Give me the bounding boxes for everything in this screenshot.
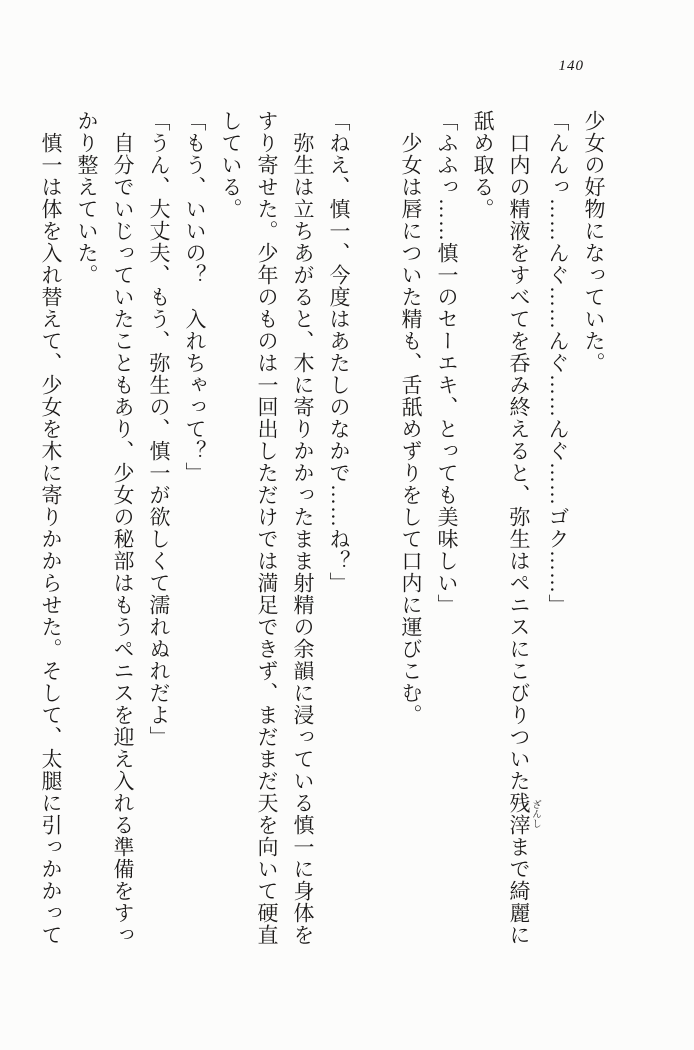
text-line: 自分でいじっていたこともあり、少女の秘部はもうペニスを迎え入れる準備をすっ [111,132,135,946]
text-line-dialogue: 「ふふっ……慎一のセーエキ、とっても美味しい」 [435,110,459,616]
text-line: 弥生は立ちあがると、木に寄りかかったまま射精の余韻に浸っている慎一に身体を [291,132,315,946]
text-line: 慎一は体を入れ替えて、少女を木に寄りかからせた。そして、太腿に引っかかって [39,132,63,946]
text-line-dialogue: 「もう、いいの？ 入れちゃって？」 [183,110,207,484]
text-line-dialogue: 「ねえ、慎一、今度はあたしのなかで……ね？」 [327,110,351,594]
text-line: 少女の好物になっていた。 [582,110,606,374]
page-number: 140 [558,58,584,74]
text-line: 少女は唇についた精も、舌舐めずりをして口内に運びこむ。 [399,132,423,726]
text-line: 舐め取る。 [471,110,495,220]
text-line: している。 [219,110,243,220]
text-line [501,110,540,952]
ruby-furigana: ざんし [530,792,540,836]
text-line-dialogue: 「んんっ……んぐ……んぐ……んぐ……ゴク……」 [546,110,570,616]
ruby-annotation [507,792,540,836]
line-segment: 口内の精液をすべてを呑み終えると、弥生はペニスにこびりついた [507,132,531,792]
text-line-dialogue: 「うん、大丈夫、もう、弥生の、慎一が欲しくて濡れぬれだよ」 [147,110,171,748]
text-line: すり寄せた。少年のものは一回出しただけでは満足できず、まだまだ天を向いて硬直 [255,110,279,946]
text-line: かり整えていた。 [75,110,99,286]
ruby-base: 残滓 [507,792,531,836]
page-text-vertical [33,110,612,952]
line-segment: まで綺麗に [507,836,531,946]
